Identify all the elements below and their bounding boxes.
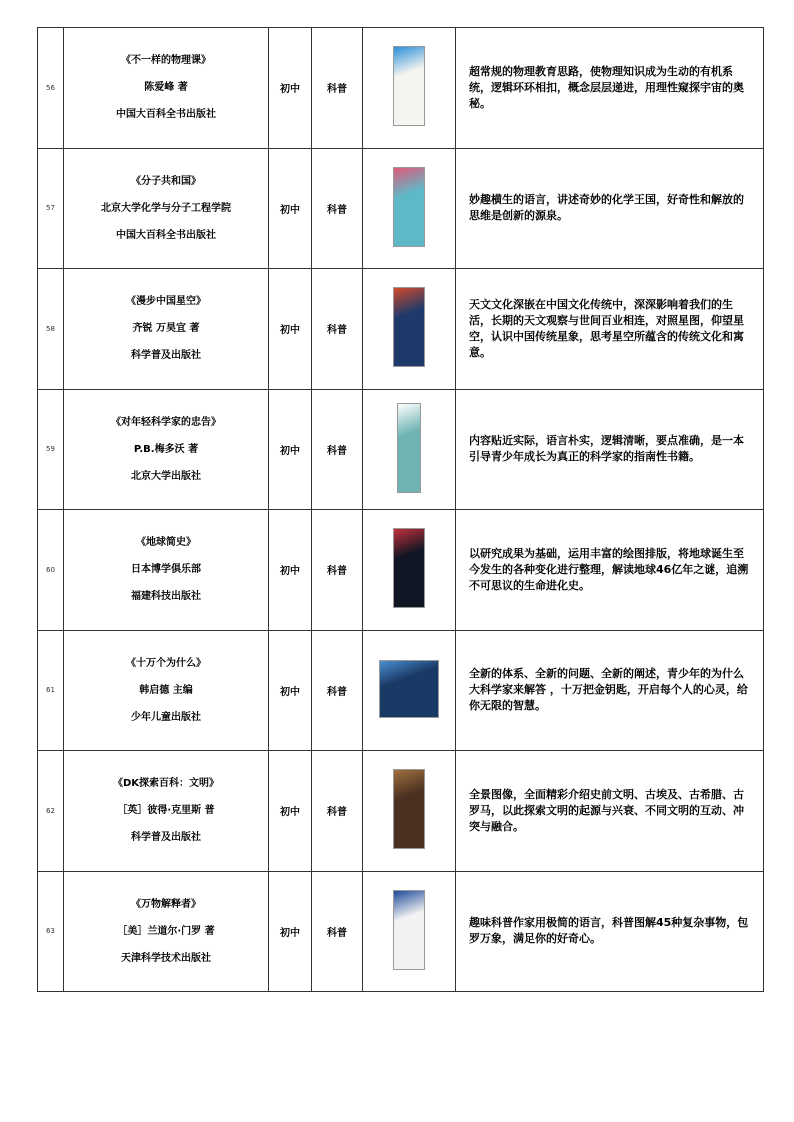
row-number: 57 [38,148,64,269]
book-publisher: 中国大百科全书出版社 [116,109,216,121]
book-info-cell [64,28,269,149]
book-category: 科普 [312,148,363,269]
table-row [38,751,764,872]
book-author: 陈爱峰 著 [144,82,188,94]
book-publisher: 科学普及出版社 [131,350,201,362]
table-row [38,510,764,631]
book-category: 科普 [312,269,363,390]
table-row [38,28,764,149]
book-publisher: 福建科技出版社 [131,591,201,603]
cover-cell [363,630,456,751]
book-cover-image [393,46,425,126]
grade-level: 初中 [269,510,312,631]
book-author: P.B.梅多沃 著 [133,443,199,455]
book-description: 内容贴近实际，语言朴实，逻辑清晰，要点准确，是一本引导青少年成长为真正的科学家的指南性书籍。 [456,389,764,510]
cover-cell [363,28,456,149]
book-description: 全景图像，全面精彩介绍史前文明、古埃及、古希腊、古罗马，以此探索文明的起源与兴衰、不同文明的互动、冲突与融合。 [456,751,764,872]
book-description: 趣味科普作家用极简的语言，科普图解45种复杂事物，包罗万象，满足你的好奇心。 [456,871,764,992]
table-row [38,389,764,510]
book-author: 日本博学俱乐部 [131,564,201,576]
book-title: 《地球简史》 [136,537,196,549]
table-row [38,871,764,992]
cover-cell [363,389,456,510]
grade-level: 初中 [269,148,312,269]
book-publisher: 少年儿童出版社 [131,711,201,723]
book-info-cell [64,751,269,872]
book-info-cell [64,871,269,992]
cover-cell [363,269,456,390]
book-category: 科普 [312,871,363,992]
book-description: 全新的体系、全新的问题、全新的阐述，青少年的为什么 大科学家来解答 ，十万把金钥匙，开启每个人的心灵，给你无限的智慧。 [456,630,764,751]
book-category: 科普 [312,389,363,510]
book-publisher: 中国大百科全书出版社 [116,229,216,241]
book-publisher: 天津科学技术出版社 [121,952,211,964]
book-publisher: 科学普及出版社 [131,832,201,844]
row-number: 61 [38,630,64,751]
book-category: 科普 [312,28,363,149]
book-title: 《万物解释者》 [131,898,201,910]
grade-level: 初中 [269,871,312,992]
book-list-table [37,27,764,992]
book-cover-image [393,167,425,247]
row-number: 60 [38,510,64,631]
book-cover-image [393,890,425,970]
grade-level: 初中 [269,630,312,751]
book-category: 科普 [312,751,363,872]
row-number: 56 [38,28,64,149]
book-info-cell [64,510,269,631]
book-category: 科普 [312,630,363,751]
book-title: 《DK探索百科：文明》 [112,778,220,790]
row-number: 63 [38,871,64,992]
grade-level: 初中 [269,389,312,510]
book-title: 《不一样的物理课》 [121,55,211,67]
book-title: 《十万个为什么》 [126,657,206,669]
cover-cell [363,871,456,992]
book-cover-image [379,660,439,718]
book-description: 天文文化深嵌在中国文化传统中，深深影响着我们的生活，长期的天文观察与世间百业相连，对照星图，仰望星空，认识中国传统星象，思考星空所蕴含的传统文化和寓意。 [456,269,764,390]
book-description: 妙趣横生的语言，讲述奇妙的化学王国，好奇性和解放的思维是创新的源泉。 [456,148,764,269]
table-row [38,630,764,751]
cover-cell [363,751,456,872]
book-description: 超常规的物理教育思路，使物理知识成为生动的有机系统，逻辑环环相扣，概念层层递进，用理性窥探宇宙的奥秘。 [456,28,764,149]
row-number: 62 [38,751,64,872]
book-author: ［美］兰道尔·门罗 著 [117,925,215,937]
cover-cell [363,148,456,269]
book-cover-image [393,287,425,367]
table-row [38,269,764,390]
book-cover-image [393,769,425,849]
book-category: 科普 [312,510,363,631]
book-info-cell [64,269,269,390]
book-author: 北京大学化学与分子工程学院 [101,202,231,214]
book-title: 《漫步中国星空》 [126,296,206,308]
cover-cell [363,510,456,631]
book-info-cell [64,148,269,269]
book-description: 以研究成果为基础，运用丰富的绘图排版，将地球诞生至今发生的各种变化进行整理，解读地球46亿年之谜，追溯不可思议的生命进化史。 [456,510,764,631]
book-info-cell [64,630,269,751]
table-row [38,148,764,269]
book-cover-image [397,403,421,493]
book-author: 齐锐 万昊宜 著 [132,323,200,335]
grade-level: 初中 [269,269,312,390]
book-author: ［英］彼得·克里斯 普 [117,805,215,817]
grade-level: 初中 [269,28,312,149]
book-title: 《分子共和国》 [131,175,201,187]
book-info-cell [64,389,269,510]
row-number: 58 [38,269,64,390]
book-cover-image [393,528,425,608]
book-author: 韩启德 主编 [139,684,193,696]
row-number: 59 [38,389,64,510]
grade-level: 初中 [269,751,312,872]
book-publisher: 北京大学出版社 [131,470,201,482]
book-title: 《对年轻科学家的忠告》 [111,416,221,428]
